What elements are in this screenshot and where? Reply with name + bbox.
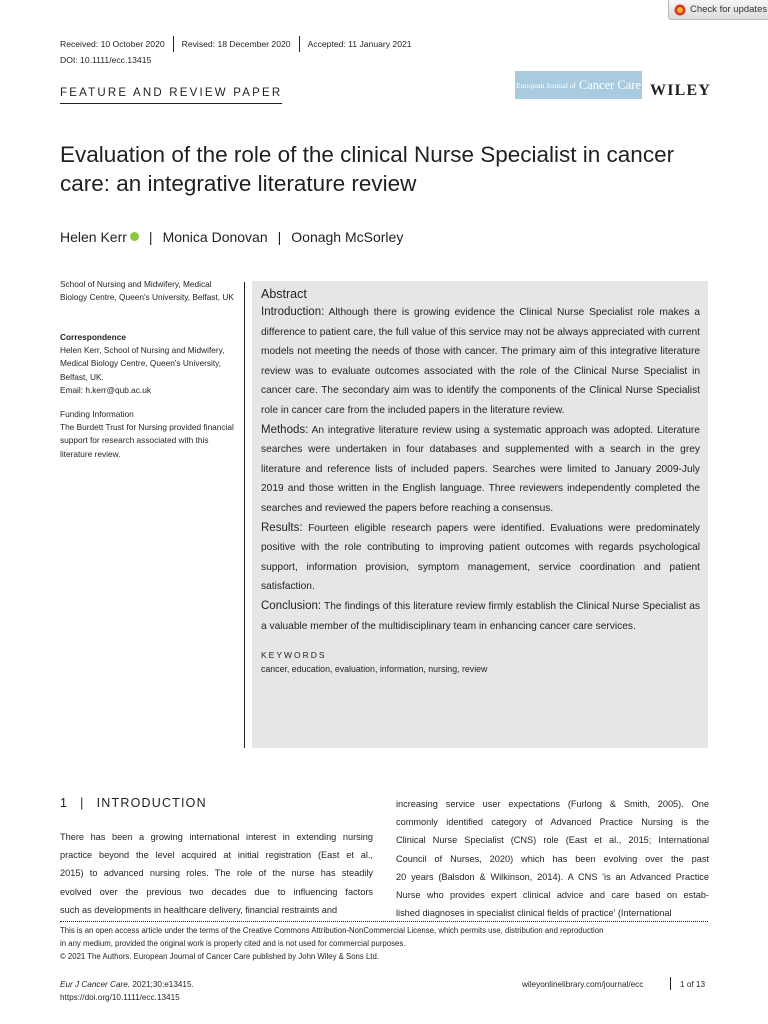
abstract-section-label: Conclusion: — [261, 599, 322, 612]
abstract-results — [261, 519, 700, 597]
author-name[interactable]: Monica Donovan — [162, 229, 268, 245]
section-title: INTRODUCTION — [96, 796, 207, 810]
accepted-date: Accepted: 11 January 2021 — [307, 39, 412, 49]
intro-right-column — [396, 795, 709, 922]
orcid-icon[interactable] — [130, 232, 139, 241]
citation-journal: Eur J Cancer Care. — [60, 980, 131, 989]
license-divider — [60, 921, 708, 922]
text-line: Clinical Nurse Specialist (CNS) role (East et al., 2015; International — [396, 835, 709, 846]
section-divider: | — [80, 796, 85, 810]
page-number: 1 of 13 — [680, 980, 706, 989]
text-line: practice beyond the level acquired at initial registration (East et al., — [60, 850, 373, 861]
journal-site-link[interactable]: wileyonlinelibrary.com/journal/ecc — [522, 980, 644, 989]
abstract-section-label: Introduction: — [261, 306, 325, 318]
text-line: such as developments in healthcare delivery, financial restraints and — [60, 904, 338, 915]
abstract-introduction — [261, 303, 700, 421]
section-heading — [60, 796, 207, 810]
correspondence-block — [60, 331, 238, 397]
text-line: evolved over the previous two decades due to influencing factors — [60, 886, 373, 897]
funding-text: The Burdett Trust for Nursing provided financial support for research associated with this literature review. — [60, 422, 234, 459]
abstract-box — [252, 281, 708, 748]
keywords-heading: KEYWORDS — [261, 650, 327, 661]
correspondence-heading: Correspondence — [60, 332, 126, 342]
check-for-updates-label: Check for updates — [690, 4, 768, 15]
journal-logo — [515, 71, 642, 99]
footer-divider — [670, 977, 671, 990]
journal-logo-big: Cancer Care — [578, 77, 642, 92]
author-list — [60, 229, 403, 245]
text-line: Nurse who provides expert clinical advice and care based on estab- — [396, 890, 709, 901]
revised-date: Revised: 18 December 2020 — [174, 36, 300, 52]
intro-left-column — [60, 828, 373, 919]
funding-heading: Funding Information — [60, 409, 134, 419]
citation-footer — [60, 978, 194, 1004]
text-line: 20 years (Balsdon & Wilkinson, 2014). A CNS 'is an Advanced Practice — [396, 871, 709, 882]
correspondence-email[interactable]: Email: h.kerr@qub.ac.uk — [60, 384, 151, 395]
article-title: Evaluation of the role of the clinical Nurse Specialist in cancer care: an integrative literature review — [60, 142, 675, 196]
text-line: lished diagnoses in specialist clinical fields of practice' (International — [396, 908, 672, 919]
doi-link[interactable]: https://doi.org/10.1111/ecc.13415 — [60, 993, 180, 1002]
citation-details: 2021;30:e13415. — [130, 980, 194, 989]
text-line: There has been a growing international interest in extending nursing — [60, 832, 373, 842]
publisher-logo: WILEY — [650, 82, 712, 99]
abstract-conclusion — [261, 597, 700, 636]
history-dates — [60, 36, 420, 52]
text-line: increasing service user expectations (Furlong & Smith, 2005). One — [396, 799, 709, 809]
sidebar-divider — [244, 282, 245, 748]
abstract-section-label: Methods: — [261, 423, 309, 436]
license-line: This is an open access article under the terms of the Creative Commons Attribution-NonCommercial License, which permits use, distribution and reproduction — [60, 926, 604, 935]
license-text — [60, 925, 710, 963]
article-type: FEATURE AND REVIEW PAPER — [60, 87, 282, 104]
citation — [60, 978, 194, 991]
abstract-methods — [261, 421, 700, 519]
abstract-section-label: Results: — [261, 521, 303, 534]
author-separator: | — [277, 229, 282, 245]
abstract-section-text: The findings of this literature review firmly establish the Clinical Nurse Specialist as a valuable member of the multidisciplinary team in enhancing cancer care services. — [261, 600, 700, 632]
copyright-line: © 2021 The Authors. European Journal of Cancer Care published by John Wiley & Sons Ltd. — [60, 951, 379, 961]
text-line: commonly identified category of Advanced Practice Nursing is the — [396, 817, 709, 828]
received-date: Received: 10 October 2020 — [60, 36, 174, 52]
affiliation: School of Nursing and Midwifery, Medical Biology Centre, Queen's University, Belfast, UK — [60, 279, 234, 303]
license-line: in any medium, provided the original work is properly cited and is not used for commercial purposes. — [60, 938, 406, 948]
journal-logo-small: European Journal of — [515, 80, 576, 90]
check-for-updates-button[interactable] — [668, 0, 768, 20]
abstract-heading: Abstract — [261, 287, 307, 301]
doi: DOI: 10.1111/ecc.13415 — [60, 55, 152, 65]
abstract-section-text: Fourteen eligible research papers were identified. Evaluations were predominately positive with the role contributing to improving patient outcomes with regards psychological support, information provision, symptom management, service coordination and patient satisfaction. — [261, 522, 700, 593]
author-separator: | — [148, 229, 153, 245]
correspondence-address: Helen Kerr, School of Nursing and Midwifery, Medical Biology Centre, Queen's University, Belfast, UK. — [60, 345, 225, 382]
text-line: 2015) to advanced nursing roles. The role of the nurse has steadily — [60, 868, 373, 879]
section-number: 1 — [60, 796, 69, 810]
keywords-list: cancer, education, evaluation, information, nursing, review — [261, 664, 488, 675]
author-name[interactable]: Helen Kerr — [60, 229, 127, 245]
author-name[interactable]: Oonagh McSorley — [291, 229, 404, 245]
abstract-section-text: An integrative literature review using a systematic approach was adopted. Literature searches were undertaken in four databases and supplemented with a search in the grey literature and reference lists of included papers. Searches were limited to January 2009-July 2019 and those written in the English language. Three reviewers independently completed the searches and reviewed the papers before reaching a consensus. — [261, 424, 700, 514]
abstract-section-text: Although there is growing evidence the Clinical Nurse Specialist role makes a difference to patient care, the full value of this service may not be always appreciated with current models not meeting the needs of those with cancer. The primary aim of this integrative literature review was to evaluate outcomes associated with the role of the Clinical Nurse Specialist in cancer care. The secondary aim was to identify the components of the Clinical Nurse Specialist role in cancer care from the included papers in the literature review. — [261, 307, 700, 416]
update-icon — [674, 4, 686, 16]
text-line: Council of Nurses, 2020) which has been evolving over the past — [396, 853, 709, 864]
funding-block — [60, 408, 238, 461]
